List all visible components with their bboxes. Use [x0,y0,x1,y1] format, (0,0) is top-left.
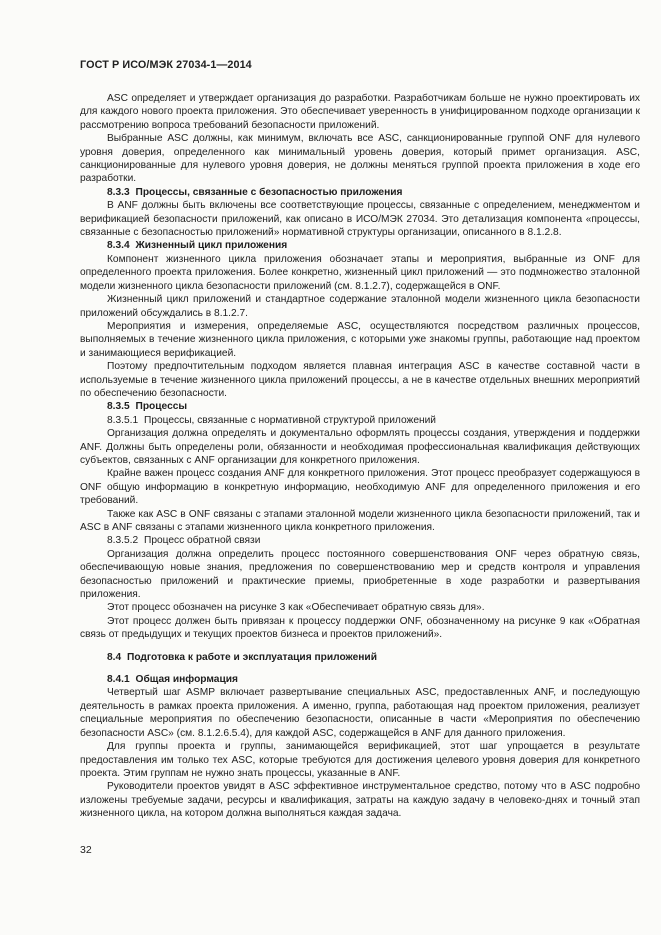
paragraph-project-managers: Руководители проектов увидят в ASC эффективное инструментальное средство, потому что в ASC подробно изложены требуемые задачи, ресурсы и квалификация, затраты на каждую задачу в человеко-днях и точный этап жизненного цикла, на котором должна выполняться каждая задача. [80,781,640,820]
subsection-title: Процессы, связанные с нормативной структурой приложений [144,414,436,426]
section-title: Жизненный цикл приложения [135,240,288,252]
section-number: 8.3.5 [107,401,130,413]
paragraph-preferred-approach: Поэтому предпочтительным подходом является плавная интеграция ASC в качестве составной части в используемые в течение жизненного цикла приложений процессы, а не в качестве отдельных внешних мероприятий по обеспечению безопасности. [80,361,640,399]
section-title: Общая информация [135,674,238,686]
page-number: 32 [80,844,92,856]
paragraph-asc-definition: ASC определяет и утверждает организация до разработки. Разработчикам больше не нужно проектировать их для каждого нового проекта приложения. Это обеспечивает уверенность в унифицированном подходе организации к рассмотрению вопроса требований безопасности приложений. [80,93,640,131]
page-content [80,92,640,821]
section-title: Подготовка к работе и эксплуатация приложений [127,651,377,663]
paragraph-project-groups: Для группы проекта и группы, занимающейся верификацией, этот шаг упрощается в результате предоставления им только тех ASC, которые требуются для достижения целевого уровня доверия для конкретного проекта. Этим группам не нужно знать процессы, указанные в ANF. [80,741,640,779]
paragraph-anf-organisation: Организация должна определять и документально оформлять процессы создания, утверждения и поддержки ANF. Должны быть определены роли, обязанности и необходимая профессиональная квалификация действующих субъектов, связанных с ANF организации для конкретного приложения. [80,428,640,466]
paragraph-lifecycle-discussed: Жизненный цикл приложений и стандартное содержание эталонной модели жизненного цикла безопасности приложений обсуждались в 8.1.2.7. [80,294,640,319]
subsection-title: Процесс обратной связи [144,535,261,547]
section-number: 8.4 [107,651,122,663]
subsection-number: 8.3.5.2 [107,535,139,547]
section-heading-8-4-1 [80,673,640,686]
subsection-heading-8-3-5-2 [80,534,640,547]
paragraph-asmp-step-four: Четвертый шаг ASMP включает развертывание специальных ASC, предоставленных ANF, и последующую деятельность в рамках проекта приложения. А именно, группа, работающая над проектом приложения, реализует специальные мероприятия по обеспечению безопасности, описанные в части «Мероприятия по обеспечению безопасности ASC» (см. 8.1.2.6.5.4), для каждой ASC, содержащейся в ANF для данного приложения. [80,687,640,739]
subsection-number: 8.3.5.1 [107,414,139,426]
paragraph-feedback-process: Организация должна определить процесс постоянного совершенствования ONF через обратную связь, обеспечивающую новые знания, предложения по совершенствованию мер и средств контроля и управления безопасностью приложений и практические приемы, приобретенные в ходе разработки и развертывания приложения. [80,548,640,601]
paragraph-selected-asc: Выбранные ASC должны, как минимум, включать все ASC, санкционированные группой ONF для нулевого уровня доверия, определенного как минимальный уровень доверия, который примет организация. ASC, санкционированные для нулевого уровня доверия, не должны меняться группой проекта приложения в ходе его разработки. [80,133,640,185]
subsection-heading-8-3-5-1 [80,414,640,427]
paragraph-activities-measures: Мероприятия и измерения, определяемые ASC, осуществляются посредством различных процессов, выполняемых в течение жизненного цикла приложения, с которыми уже знакомы группы, работающие над проектом и занимающиеся верификацией. [80,320,640,359]
section-title: Процессы, связанные с безопасностью приложения [135,186,403,198]
document-header: ГОСТ Р ИСО/МЭК 27034-1—2014 [80,59,252,71]
paragraph-lifecycle-component: Компонент жизненного цикла приложения обозначает этапы и мероприятия, выбранные из ONF для определенного проекта приложения. Более конкретно, жизненный цикл приложений — это подмножество эталонной модели жизненного цикла безопасности приложений (см. 8.1.2.7), содержащейся в ONF. [80,253,640,292]
section-number: 8.3.3 [107,186,130,198]
section-heading-8-3-3 [80,186,640,199]
section-title: Процессы [135,401,188,413]
paragraph-anf-processes: В ANF должны быть включены все соответствующие процессы, связанные с определением, менеджментом и верификацией безопасности приложений, как описано в ИСО/МЭК 27034. Это детализация компонента «процессы, связанные с безопасностью приложений» нормативной структуры организации, описанного в 8.1.2.8. [80,200,640,239]
paragraph-anf-creation: Крайне важен процесс создания ANF для конкретного приложения. Этот процесс преобразует содержащуюся в ONF общую информацию в конкретную информацию, необходимую ANF для определенного приложения и его требований. [80,468,640,507]
section-number: 8.4.1 [107,674,130,686]
paragraph-figure-9-reference: Этот процесс должен быть привязан к процессу поддержки ONF, обозначенному на рисунке 9 как «Обратная связь от предыдущих и текущих проектов бизнеса и проектов приложений». [80,615,640,641]
section-heading-8-4 [80,651,640,664]
paragraph-figure-3-reference: Этот процесс обозначен на рисунке 3 как «Обеспечивает обратную связь для». [107,602,485,614]
section-heading-8-3-5 [80,400,640,413]
section-heading-8-3-4 [80,239,640,252]
section-number: 8.3.4 [107,240,130,252]
paragraph-asc-stages: Также как ASC в ONF связаны с этапами эталонной модели жизненного цикла безопасности приложений, так и ASC в ANF связаны с этапами жизненного цикла конкретного приложения. [80,508,640,533]
